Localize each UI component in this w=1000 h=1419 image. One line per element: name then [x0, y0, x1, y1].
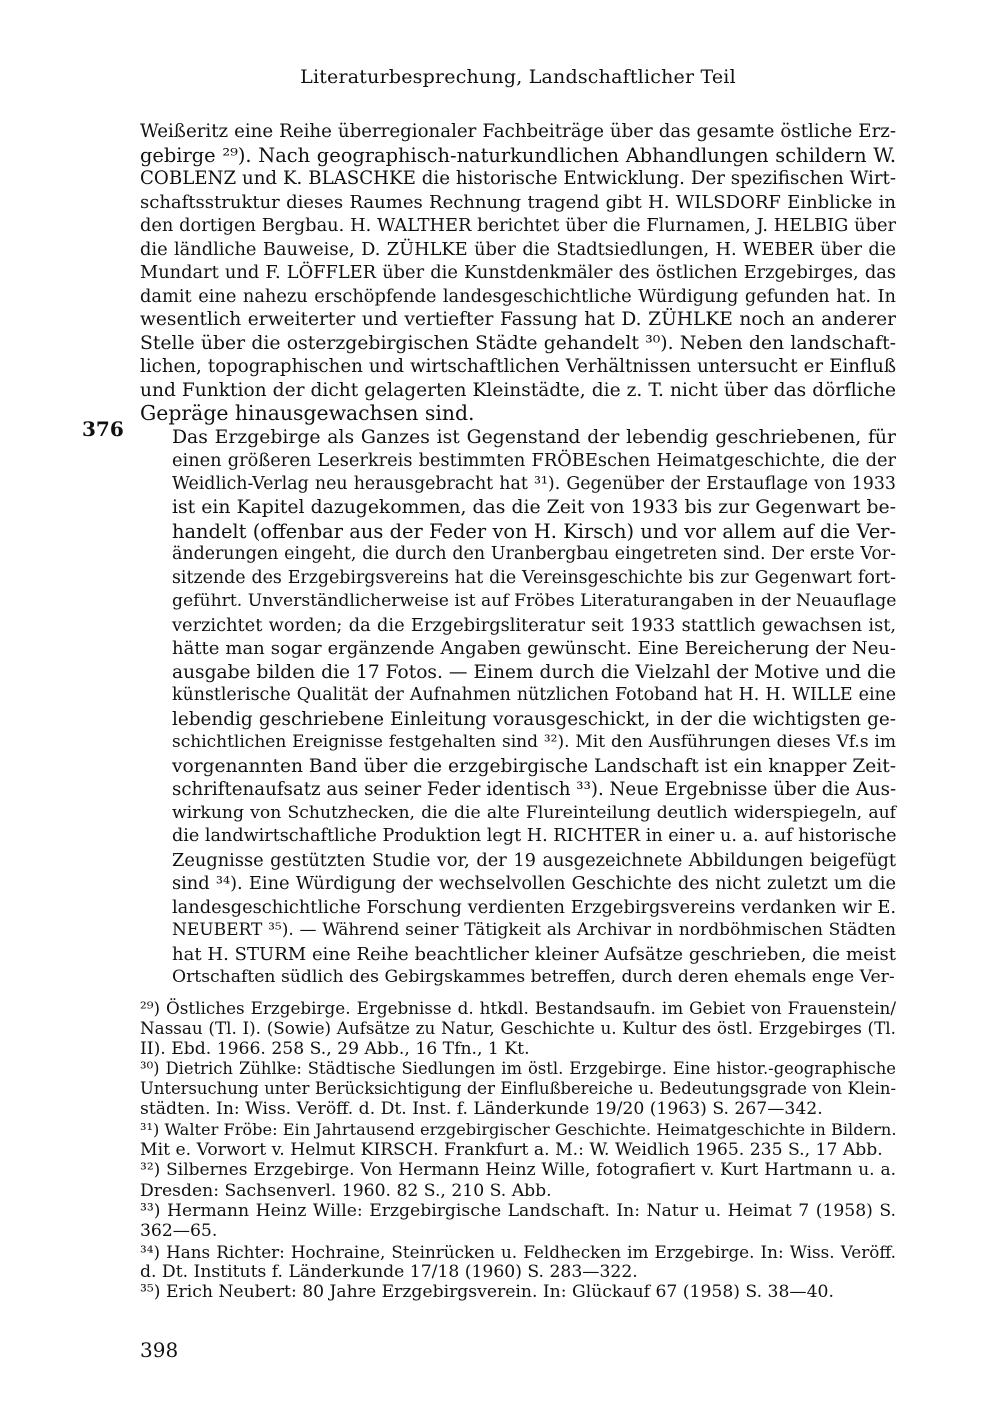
text-line: lichen, topographischen und wirtschaftlichen Verhältnissen untersucht er Einfluß [140, 356, 896, 377]
text-line: Ortschaften südlich des Gebirgskammes betreffen, durch deren ehemals enge Ver- [172, 967, 895, 987]
footnote [140, 1059, 896, 1120]
text-line: Zeugnisse gestützten Studie vor, der 19 ausgezeichnete Abbildungen beigefügt [172, 849, 896, 871]
text-line: Weißeritz eine Reihe überregionaler Fachbeiträge über das gesamte östliche Erz- [140, 121, 896, 142]
text-line: die landwirtschaftliche Produktion legt H. RICHTER in einer u. a. auf historische [172, 826, 897, 846]
text-line: Weidlich-Verlag neu herausgebracht hat ³¹). Gegenüber der Erstauflage von 1933 [172, 473, 896, 494]
main-text [140, 120, 896, 990]
text-line: NEUBERT ³⁵). — Während seiner Tätigkeit als Archivar in nordböhmischen Städten [172, 920, 896, 940]
text-line: den dortigen Bergbau. H. WALTHER berichtet über die Flurnamen, J. HELBIG über [140, 215, 896, 236]
text-line: schriftenaufsatz aus seiner Feder identisch ³³). Neue Ergebnisse über die Aus- [172, 779, 897, 800]
footnote-line: ³⁵) Erich Neubert: 80 Jahre Erzgebirgsverein. In: Glückauf 67 (1958) S. 38—40. [140, 1282, 834, 1303]
text-line: landesgeschichtliche Forschung verdienten Erzgebirgsvereins verdanken wir E. [172, 896, 896, 918]
text-line: Mundart und F. LÖFFLER über die Kunstdenkmäler des östlichen Erzgebirges, das [140, 262, 896, 283]
page-number: 398 [140, 1338, 179, 1362]
footnote-line: Untersuchung unter Berücksichtigung der Einflußbereiche u. Bedeutungsgrade von Klein- [140, 1079, 896, 1099]
text-line: schaftsstruktur dieses Raumes Rechnung tragend gibt H. WILSDORF Einblicke in [140, 191, 896, 213]
text-line: hat H. STURM eine Reihe beachtlicher kleiner Aufsätze geschrieben, die meist [172, 943, 896, 965]
text-line: wirkung von Schutzhecken, die die alte Flureinteilung deutlich widerspiegeln, auf [172, 802, 896, 823]
text-line: sitzende des Erzgebirgsvereins hat die Vereinsgeschichte bis zur Gegenwart fort- [172, 567, 896, 588]
footnote-line: ³¹) Walter Fröbe: Ein Jahrtausend erzgebirgischer Geschichte. Heimatgeschichte in Bildern. [140, 1119, 897, 1139]
text-line: COBLENZ und K. BLASCHKE die historische Entwicklung. Der spezifischen Wirt- [140, 168, 896, 189]
footnotes [140, 998, 896, 1302]
footnote-line: ³⁴) Hans Richter: Hochraine, Steinrücken u. Feldhecken im Erzgebirge. In: Wiss. Veröff. [140, 1241, 896, 1262]
footnote-line: städten. In: Wiss. Veröff. d. Dt. Inst. f. Länderkunde 19/20 (1963) S. 267—342. [140, 1099, 823, 1120]
text-line: schichtlichen Ereignisse festgehalten sind ³²). Mit den Ausführungen dieses Vf.s im [172, 732, 896, 752]
footnote [140, 998, 896, 1059]
text-line: ausgabe bilden die 17 Fotos. — Einem durch die Vielzahl der Motive und die [172, 661, 896, 683]
text-line: änderungen eingeht, die durch den Uranbergbau eingetreten sind. Der erste Vor- [172, 544, 896, 564]
footnote [140, 1282, 896, 1302]
text-line: damit eine nahezu erschöpfende landesgeschichtliche Würdigung gefunden hat. In [140, 285, 896, 307]
footnote-line: ³³) Hermann Heinz Wille: Erzgebirgische Landschaft. In: Natur u. Heimat 7 (1958) S. [140, 1200, 896, 1221]
text-line: geführt. Unverständlicherweise ist auf Fröbes Literaturangaben in der Neuauflage [172, 591, 897, 611]
footnote-line: 362—65. [140, 1221, 218, 1242]
text-line: handelt (offenbar aus der Feder von H. Kirsch) und vor allem auf die Ver- [172, 519, 896, 543]
footnote [140, 1242, 896, 1283]
text-line: lebendig geschriebene Einleitung vorausgeschickt, in der die wichtigsten ge- [172, 708, 896, 730]
footnote [140, 1120, 896, 1161]
text-line: künstlerische Qualität der Aufnahmen nützlichen Fotoband hat H. H. WILLE eine [172, 685, 896, 705]
text-line: ist ein Kapitel dazugekommen, das die Zeit von 1933 bis zur Gegenwart be- [172, 497, 896, 518]
footnote-line: ²⁹) Östliches Erzgebirge. Ergebnisse d. htkdl. Bestandsaufn. im Gebiet von Frauenstein/ [140, 998, 896, 1018]
footnote [140, 1160, 896, 1201]
footnote-line: d. Dt. Instituts f. Länderkunde 17/18 (1960) S. 283—322. [140, 1261, 638, 1282]
footnote-line: Mit e. Vorwort v. Helmut KIRSCH. Frankfurt a. M.: W. Weidlich 1965. 235 S., 17 Abb. [140, 1140, 883, 1161]
text-line: gebirge ²⁹). Nach geographisch-naturkundlichen Abhandlungen schildern W. [140, 143, 896, 167]
paragraph [140, 120, 896, 426]
footnote-line: ³⁰) Dietrich Zühlke: Städtische Siedlungen im östl. Erzgebirge. Eine histor.-geographische [140, 1058, 896, 1078]
text-line: und Funktion der dicht gelagerten Kleinstädte, die z. T. nicht über das dörfliche [140, 379, 896, 401]
text-line: einen größeren Leserkreis bestimmten FRÖBEschen Heimatgeschichte, die der [172, 450, 896, 471]
margin-number: 376 [82, 417, 124, 441]
text-line: Das Erzgebirge als Ganzes ist Gegenstand der lebendig geschriebenen, für [172, 426, 896, 448]
running-head: Literaturbesprechung, Landschaftlicher Teil [300, 66, 736, 88]
text-line: die ländliche Bauweise, D. ZÜHLKE über die Stadtsiedlungen, H. WEBER über die [140, 238, 896, 260]
text-line: Gepräge hinausgewachsen sind. [140, 401, 475, 425]
footnote [140, 1201, 896, 1242]
footnote-line: II). Ebd. 1966. 258 S., 29 Abb., 16 Tfn., 1 Kt. [140, 1038, 530, 1059]
footnote-line: Nassau (Tl. I). (Sowie) Aufsätze zu Natur, Geschichte u. Kultur des östl. Erzgebirges (Tl. [140, 1018, 896, 1039]
paragraph [140, 426, 896, 990]
text-line: hätte man sogar ergänzende Angaben gewünscht. Eine Bereicherung der Neu- [172, 638, 896, 659]
footnote-line: ³²) Silbernes Erzgebirge. Von Hermann Heinz Wille, fotografiert v. Kurt Hartmann u. a. [140, 1160, 896, 1181]
text-line: Stelle über die osterzgebirgischen Städte gehandelt ³⁰). Neben den landschaft- [140, 332, 896, 354]
footnote-line: Dresden: Sachsenverl. 1960. 82 S., 210 S. Abb. [140, 1180, 552, 1201]
text-line: sind ³⁴). Eine Würdigung der wechselvollen Geschichte des nicht zuletzt um die [172, 873, 896, 894]
text-line: wesentlich erweiterter und vertiefter Fassung hat D. ZÜHLKE noch an anderer [140, 309, 896, 330]
text-line: vorgenannten Band über die erzgebirgische Landschaft ist ein knapper Zeit- [172, 755, 896, 777]
text-line: verzichtet worden; da die Erzgebirgsliteratur seit 1933 stattlich gewachsen ist, [172, 614, 896, 636]
